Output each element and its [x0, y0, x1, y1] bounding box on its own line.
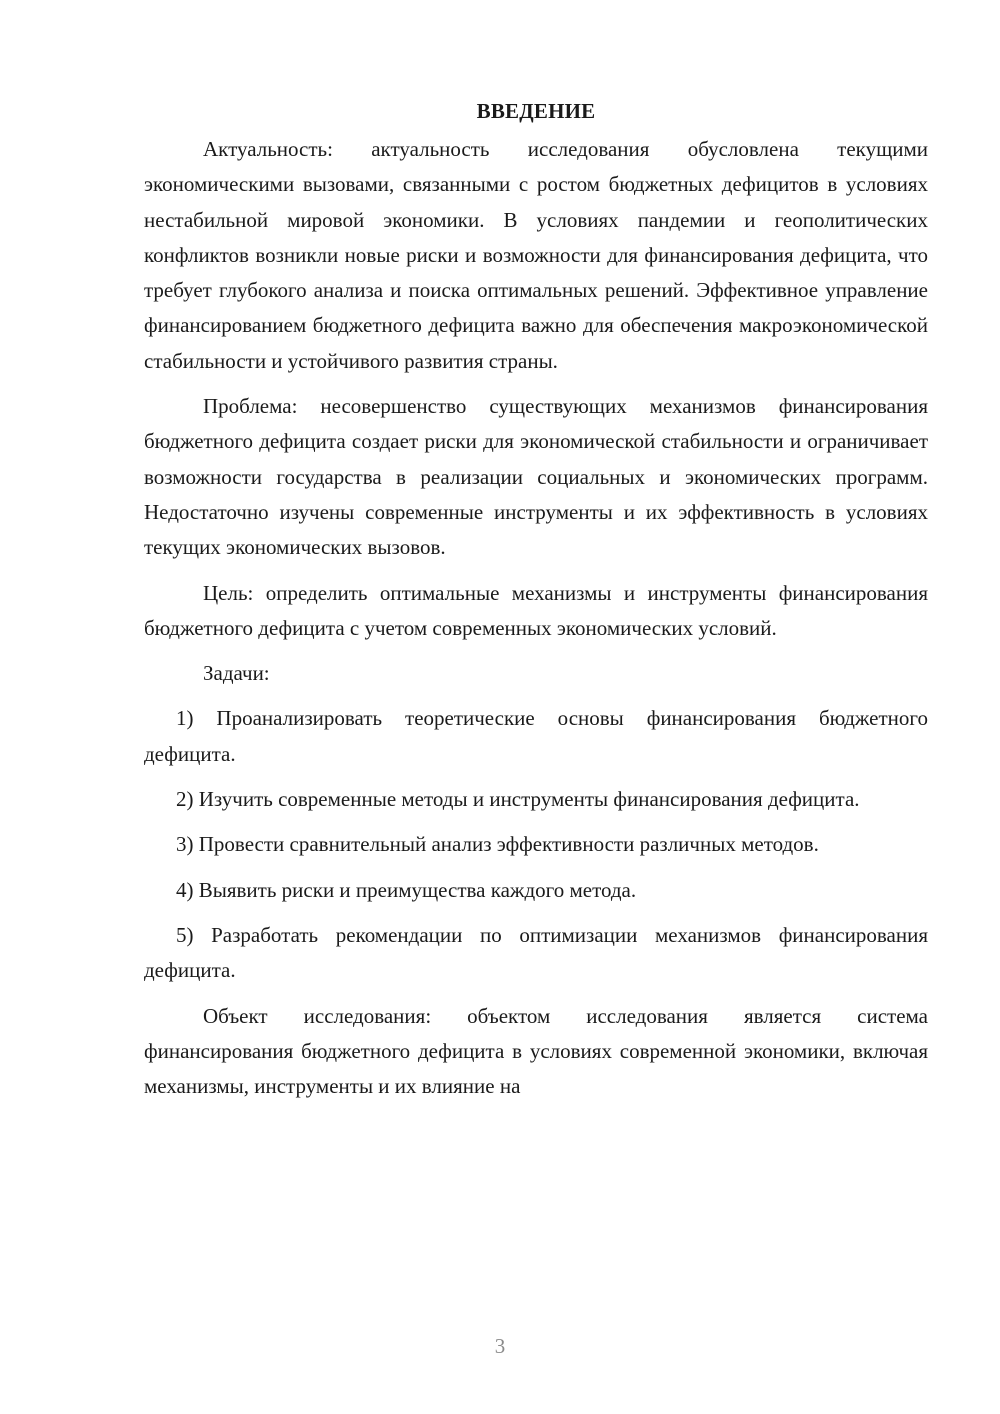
- task-item-2: 2) Изучить современные методы и инструменты финансирования дефицита.: [176, 787, 860, 812]
- task-item-4: 4) Выявить риски и преимущества каждого метода.: [176, 877, 637, 902]
- task-item-1: 1) Проанализировать теоретические основы финансирования бюджетного дефицита.: [144, 706, 928, 766]
- page-number: 3: [494, 1334, 506, 1358]
- problem-paragraph: Проблема: несовершенство существующих механизмов финансирования бюджетного дефицита создает риски для экономической стабильности и ограничивает возможности государства в реализации социальных и экономических программ. Недостаточно изучены современные инструменты и их эффективность в условиях текущих экономических вызовов.: [144, 394, 928, 560]
- task-item-5: 5) Разработать рекомендации по оптимизации механизмов финансирования дефицита.: [144, 922, 928, 983]
- relevance-paragraph: Актуальность: актуальность исследования обусловлена текущими экономическими вызовами, связанными с ростом бюджетных дефицитов в условиях нестабильной мировой экономики. В условиях пандемии и геополитических конфликтов возникли новые риски и возможности для финансирования дефицита, что требует глубокого анализа и поиска оптимальных решений. Эффективное управление финансированием бюджетного дефицита важно для обеспечения макроэкономической стабильности и устойчивого развития страны.: [144, 137, 928, 373]
- goal-paragraph: Цель: определить оптимальные механизмы и инструменты финансирования бюджетного дефицита с учетом современных экономических условий.: [144, 580, 928, 640]
- research-object-paragraph: Объект исследования: объектом исследования является система финансирования бюджетного дефицита в условиях современной экономики, включая механизмы, инструменты и их влияние на: [144, 1003, 928, 1099]
- section-title: ВВЕДЕНИЕ: [476, 99, 596, 123]
- tasks-heading: Задачи:: [203, 661, 270, 686]
- page-content: [144, 96, 928, 1114]
- task-item-3: 3) Провести сравнительный анализ эффективности различных методов.: [176, 832, 819, 857]
